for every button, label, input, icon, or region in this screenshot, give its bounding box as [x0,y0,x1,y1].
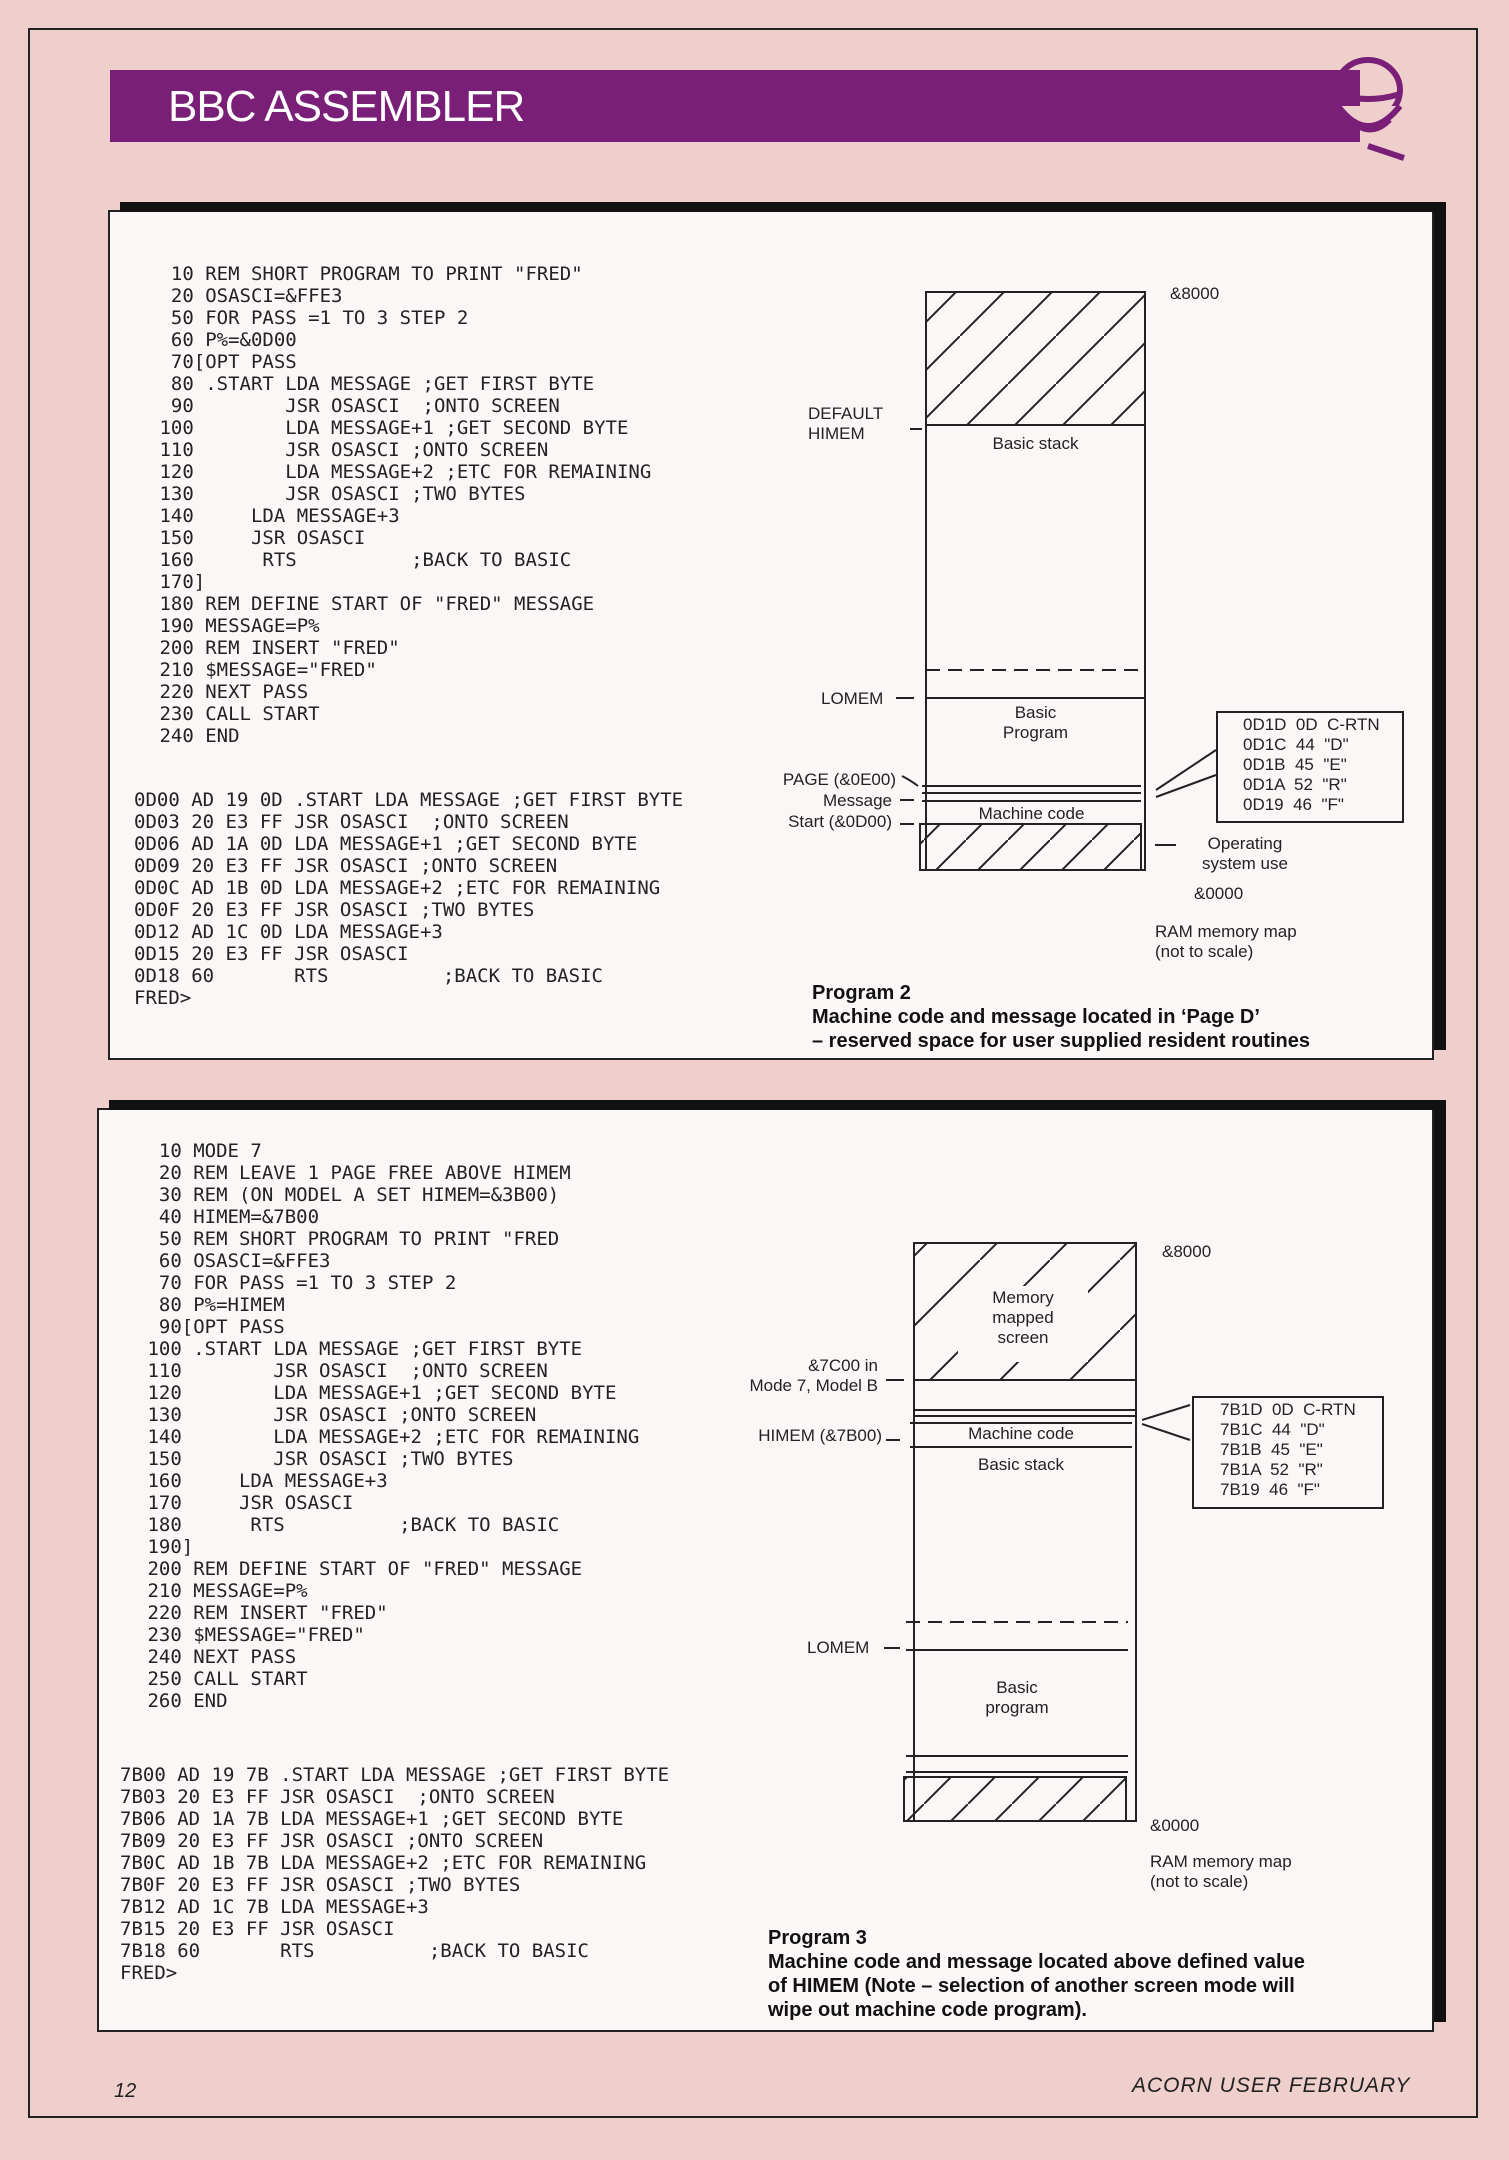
program2-bottom-address: &0000 [1194,884,1244,903]
program3-himem-label: HIMEM (&7B00) [758,1426,882,1445]
program3-top-address: &8000 [1162,1242,1212,1261]
program2-listing: 10 REM SHORT PROGRAM TO PRINT "FRED" 20 OSASCI=&FFE3 50 FOR PASS =1 TO 3 STEP 2 60 P%=&0D00 70[OPT PASS 80 .START LDA MESSAGE ;GET FIRST BYTE 90 JSR OSASCI ;ONTO SCREEN 100 LDA MESSAGE+1 ;GET SECOND BYTE 110 JSR OSASCI ;ONTO SCREEN 120 LDA MESSAGE+2 ;ETC FOR REMAINING 130 JSR OSASCI ;TWO BYTES 140 LDA MESSAGE+3 150 JSR OSASCI 160 RTS ;BACK TO BASIC 170] 180 REM DEFINE START OF "FRED" MESSAGE 190 MESSAGE=P% 200 REM INSERT "FRED" 210 $MESSAGE="FRED" 220 NEXT PASS 230 CALL START 240 END [159,263,652,747]
program3-listing: 10 MODE 7 20 REM LEAVE 1 PAGE FREE ABOVE HIMEM 30 REM (ON MODEL A SET HIMEM=&3B00) 40 HIMEM=&7B00 50 REM SHORT PROGRAM TO PRINT "FRED 60 OSASCI=&FFE3 70 FOR PASS =1 TO 3 STEP 2 80 P%=HIMEM 90[OPT PASS 100 .START LDA MESSAGE ;GET FIRST BYTE 110 JSR OSASCI ;ONTO SCREEN 120 LDA MESSAGE+1 ;GET SECOND BYTE 130 JSR OSASCI ;ONTO SCREEN 140 LDA MESSAGE+2 ;ETC FOR REMAINING 150 JSR OSASCI ;TWO BYTES 160 LDA MESSAGE+3 170 JSR OSASCI 180 RTS ;BACK TO BASIC 190] 200 REM DEFINE START OF "FRED" MESSAGE 210 MESSAGE=P% 220 REM INSERT "FRED" 230 $MESSAGE="FRED" 240 NEXT PASS 250 CALL START 260 END [147,1140,640,1712]
program2-top-address: &8000 [1170,284,1220,303]
program3-bytes: 7B1D 0D C-RTN 7B1C 44 "D" 7B1B 45 "E" 7B1A 52 "R" 7B19 46 "F" [1220,1400,1356,1499]
program2-dump: 0D00 AD 19 0D .START LDA MESSAGE ;GET FIRST BYTE 0D03 20 E3 FF JSR OSASCI ;ONTO SCREEN 0D06 AD 1A 0D LDA MESSAGE+1 ;GET SECOND BYTE 0D09 20 E3 FF JSR OSASCI ;ONTO SCREEN 0D0C AD 1B 0D LDA MESSAGE+2 ;ETC FOR REMAINING 0D0F 20 E3 FF JSR OSASCI ;TWO BYTES 0D12 AD 1C 0D LDA MESSAGE+3 0D15 20 E3 FF JSR OSASCI 0D18 60 RTS ;BACK TO BASIC FRED> [134,789,684,1009]
program2-start-label: Start (&0D00) [788,812,892,831]
program2-basic-program: Basic Program [1002,703,1069,742]
program3-mode7-label: &7C00 in Mode 7, Model B [749,1356,878,1395]
program2-message-label: Message [823,791,892,810]
program2-basic-stack: Basic stack [992,434,1079,453]
program3-basic-program: Basic program [985,1678,1049,1717]
page-title: BBC ASSEMBLER [168,82,525,131]
program2-lomem: LOMEM [821,689,884,708]
program3-map-title: RAM memory map (not to scale) [1150,1852,1292,1891]
program3-bottom-address: &0000 [1150,1816,1200,1835]
program2-os-use: Operating system use [1202,834,1288,873]
program2-machine-code: Machine code [978,804,1085,823]
program2-map-title: RAM memory map (not to scale) [1155,922,1297,961]
page-number: 12 [114,2080,137,2102]
program2-page-label: PAGE (&0E00) [782,770,896,789]
program2-default-himem: DEFAULT HIMEM [808,404,884,443]
program3-caption: Program 3 Machine code and message located above defined value of HIMEM (Note – selection of another screen mode will wipe out machine code program). [768,1927,1305,2021]
program2-bytes: 0D1D 0D C-RTN 0D1C 44 "D" 0D1B 45 "E" 0D1A 52 "R" 0D19 46 "F" [1243,715,1380,814]
program2-caption: Program 2 Machine code and message located in ‘Page D’ – reserved space for user supplied resident routines [812,982,1310,1052]
magazine-footer: ACORN USER FEBRUARY [1132,2074,1411,2097]
program3-dump: 7B00 AD 19 7B .START LDA MESSAGE ;GET FIRST BYTE 7B03 20 E3 FF JSR OSASCI ;ONTO SCREEN 7B06 AD 1A 7B LDA MESSAGE+1 ;GET SECOND BYTE 7B09 20 E3 FF JSR OSASCI ;ONTO SCREEN 7B0C AD 1B 7B LDA MESSAGE+2 ;ETC FOR REMAINING 7B0F 20 E3 FF JSR OSASCI ;TWO BYTES 7B12 AD 1C 7B LDA MESSAGE+3 7B15 20 E3 FF JSR OSASCI 7B18 60 RTS ;BACK TO BASIC FRED> [120,1764,670,1984]
program3-lomem: LOMEM [807,1638,870,1657]
program3-machine-code: Machine code [968,1424,1074,1443]
program3-basic-stack: Basic stack [978,1455,1064,1474]
program3-screen: Memory mapped screen [992,1288,1054,1347]
